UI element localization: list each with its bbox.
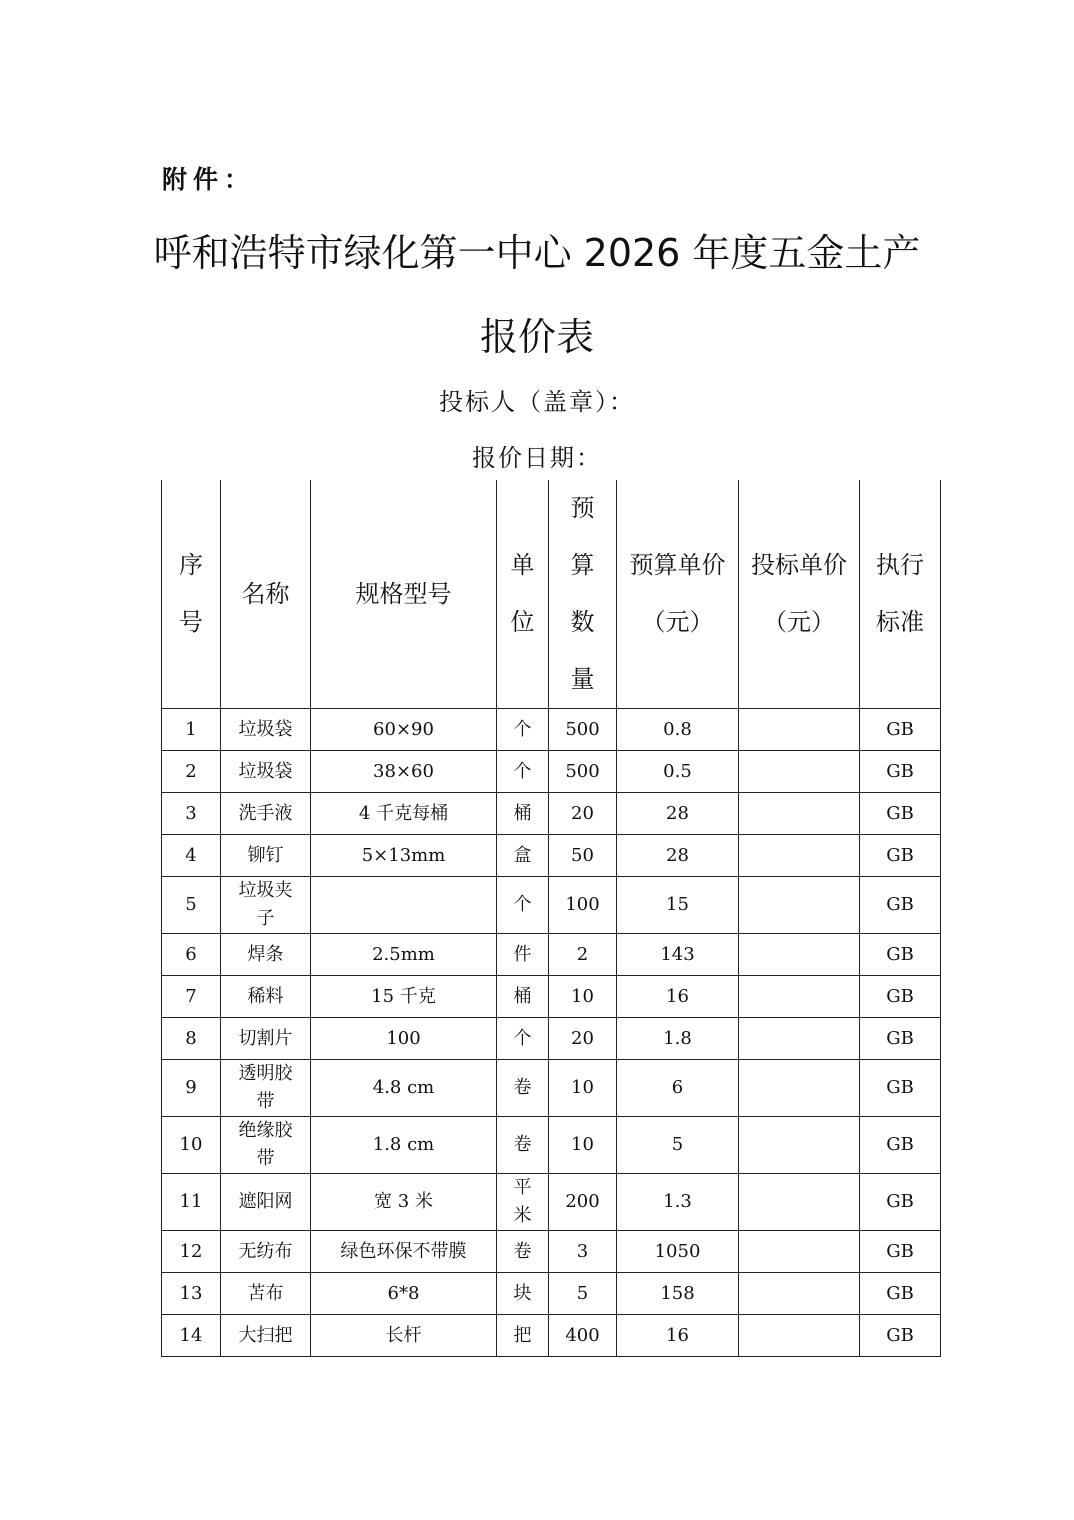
cell-qty: 2 (549, 934, 617, 976)
cell-name: 大扫把 (221, 1315, 311, 1357)
table-row (162, 1273, 941, 1315)
cell-bid-price (739, 793, 860, 835)
cell-name: 垃圾袋 (221, 751, 311, 793)
cell-name: 苫布 (221, 1273, 311, 1315)
cell-unit: 卷 (497, 1060, 549, 1117)
cell-qty: 10 (549, 1117, 617, 1174)
cell-standard: GB (860, 1174, 941, 1231)
table-row (162, 877, 941, 934)
cell-seq: 9 (162, 1060, 221, 1117)
col-header-standard: 执行标准 (860, 480, 941, 709)
cell-seq: 6 (162, 934, 221, 976)
cell-bid-price (739, 709, 860, 751)
cell-seq: 10 (162, 1117, 221, 1174)
cell-seq: 13 (162, 1273, 221, 1315)
cell-price: 16 (617, 1315, 739, 1357)
date-label: 报价日期： (472, 444, 602, 472)
table-row (162, 1174, 941, 1231)
cell-spec: 15 千克 (311, 976, 497, 1018)
cell-bid-price (739, 1231, 860, 1273)
cell-price: 15 (617, 877, 739, 934)
cell-bid-price (739, 877, 860, 934)
cell-spec: 38×60 (311, 751, 497, 793)
cell-qty: 500 (549, 751, 617, 793)
cell-standard: GB (860, 1060, 941, 1117)
table-row (162, 1231, 941, 1273)
attachment-label: 附件： (162, 165, 256, 194)
cell-spec: 绿色环保不带膜 (311, 1231, 497, 1273)
col-header-unit: 单位 (497, 480, 549, 709)
table-row (162, 1018, 941, 1060)
cell-spec: 100 (311, 1018, 497, 1060)
cell-standard: GB (860, 934, 941, 976)
cell-seq: 11 (162, 1174, 221, 1231)
cell-price: 28 (617, 835, 739, 877)
cell-spec: 1.8 cm (311, 1117, 497, 1174)
cell-price: 1.3 (617, 1174, 739, 1231)
cell-unit: 卷 (497, 1117, 549, 1174)
cell-unit: 桶 (497, 976, 549, 1018)
cell-price: 0.5 (617, 751, 739, 793)
cell-bid-price (739, 1273, 860, 1315)
cell-qty: 50 (549, 835, 617, 877)
cell-qty: 20 (549, 1018, 617, 1060)
cell-standard: GB (860, 793, 941, 835)
cell-name: 透明胶带 (221, 1060, 311, 1117)
cell-name: 焊条 (221, 934, 311, 976)
cell-price: 0.8 (617, 709, 739, 751)
cell-qty: 10 (549, 1060, 617, 1117)
table-row (162, 1060, 941, 1117)
cell-qty: 5 (549, 1273, 617, 1315)
cell-standard: GB (860, 835, 941, 877)
cell-seq: 14 (162, 1315, 221, 1357)
cell-name: 遮阳网 (221, 1174, 311, 1231)
cell-unit: 块 (497, 1273, 549, 1315)
cell-spec (311, 877, 497, 934)
cell-bid-price (739, 976, 860, 1018)
cell-standard: GB (860, 1018, 941, 1060)
cell-unit: 平米 (497, 1174, 549, 1231)
cell-standard: GB (860, 709, 941, 751)
col-header-seq: 序号 (162, 480, 221, 709)
cell-unit: 个 (497, 751, 549, 793)
cell-price: 143 (617, 934, 739, 976)
cell-name: 无纺布 (221, 1231, 311, 1273)
cell-bid-price (739, 835, 860, 877)
table-row (162, 1315, 941, 1357)
table-row (162, 751, 941, 793)
cell-qty: 20 (549, 793, 617, 835)
cell-spec: 宽 3 米 (311, 1174, 497, 1231)
table-row (162, 934, 941, 976)
col-header-budget-price: 预算单价（元） (617, 480, 739, 709)
cell-bid-price (739, 1315, 860, 1357)
cell-unit: 个 (497, 877, 549, 934)
cell-seq: 5 (162, 877, 221, 934)
table-row (162, 793, 941, 835)
bidder-label: 投标人（盖章）： (439, 388, 635, 416)
table-row (162, 709, 941, 751)
table-row (162, 1117, 941, 1174)
cell-bid-price (739, 934, 860, 976)
cell-bid-price (739, 751, 860, 793)
quote-table (161, 480, 941, 1357)
cell-name: 垃圾袋 (221, 709, 311, 751)
cell-spec: 长杆 (311, 1315, 497, 1357)
cell-qty: 3 (549, 1231, 617, 1273)
cell-qty: 100 (549, 877, 617, 934)
cell-seq: 7 (162, 976, 221, 1018)
cell-spec: 6*8 (311, 1273, 497, 1315)
document-title-line2: 报价表 (479, 315, 594, 359)
cell-price: 5 (617, 1117, 739, 1174)
cell-seq: 2 (162, 751, 221, 793)
cell-price: 158 (617, 1273, 739, 1315)
cell-qty: 200 (549, 1174, 617, 1231)
cell-bid-price (739, 1018, 860, 1060)
cell-price: 28 (617, 793, 739, 835)
col-header-name: 名称 (221, 480, 311, 709)
cell-standard: GB (860, 976, 941, 1018)
table-header-row (162, 480, 941, 709)
cell-name: 铆钉 (221, 835, 311, 877)
cell-qty: 10 (549, 976, 617, 1018)
cell-seq: 3 (162, 793, 221, 835)
cell-standard: GB (860, 751, 941, 793)
cell-spec: 4 千克每桶 (311, 793, 497, 835)
cell-seq: 8 (162, 1018, 221, 1060)
cell-name: 洗手液 (221, 793, 311, 835)
col-header-bid-price: 投标单价（元） (739, 480, 860, 709)
cell-price: 1050 (617, 1231, 739, 1273)
cell-qty: 400 (549, 1315, 617, 1357)
cell-name: 垃圾夹子 (221, 877, 311, 934)
cell-spec: 5×13mm (311, 835, 497, 877)
col-header-budget-qty: 预算数量 (549, 480, 617, 709)
cell-name: 绝缘胶带 (221, 1117, 311, 1174)
cell-bid-price (739, 1174, 860, 1231)
cell-seq: 4 (162, 835, 221, 877)
cell-unit: 把 (497, 1315, 549, 1357)
cell-standard: GB (860, 1231, 941, 1273)
cell-standard: GB (860, 1315, 941, 1357)
cell-spec: 2.5mm (311, 934, 497, 976)
cell-unit: 件 (497, 934, 549, 976)
cell-seq: 1 (162, 709, 221, 751)
table-row (162, 835, 941, 877)
cell-spec: 4.8 cm (311, 1060, 497, 1117)
cell-qty: 500 (549, 709, 617, 751)
cell-price: 16 (617, 976, 739, 1018)
cell-unit: 个 (497, 709, 549, 751)
table-row (162, 976, 941, 1018)
cell-name: 稀料 (221, 976, 311, 1018)
cell-seq: 12 (162, 1231, 221, 1273)
col-header-spec: 规格型号 (311, 480, 497, 709)
cell-bid-price (739, 1060, 860, 1117)
cell-bid-price (739, 1117, 860, 1174)
cell-unit: 盒 (497, 835, 549, 877)
cell-unit: 卷 (497, 1231, 549, 1273)
cell-standard: GB (860, 1117, 941, 1174)
cell-price: 1.8 (617, 1018, 739, 1060)
cell-standard: GB (860, 1273, 941, 1315)
cell-price: 6 (617, 1060, 739, 1117)
cell-unit: 桶 (497, 793, 549, 835)
cell-name: 切割片 (221, 1018, 311, 1060)
cell-spec: 60×90 (311, 709, 497, 751)
document-title-line1: 呼和浩特市绿化第一中心 2026 年度五金土产 (153, 231, 921, 275)
cell-unit: 个 (497, 1018, 549, 1060)
cell-standard: GB (860, 877, 941, 934)
